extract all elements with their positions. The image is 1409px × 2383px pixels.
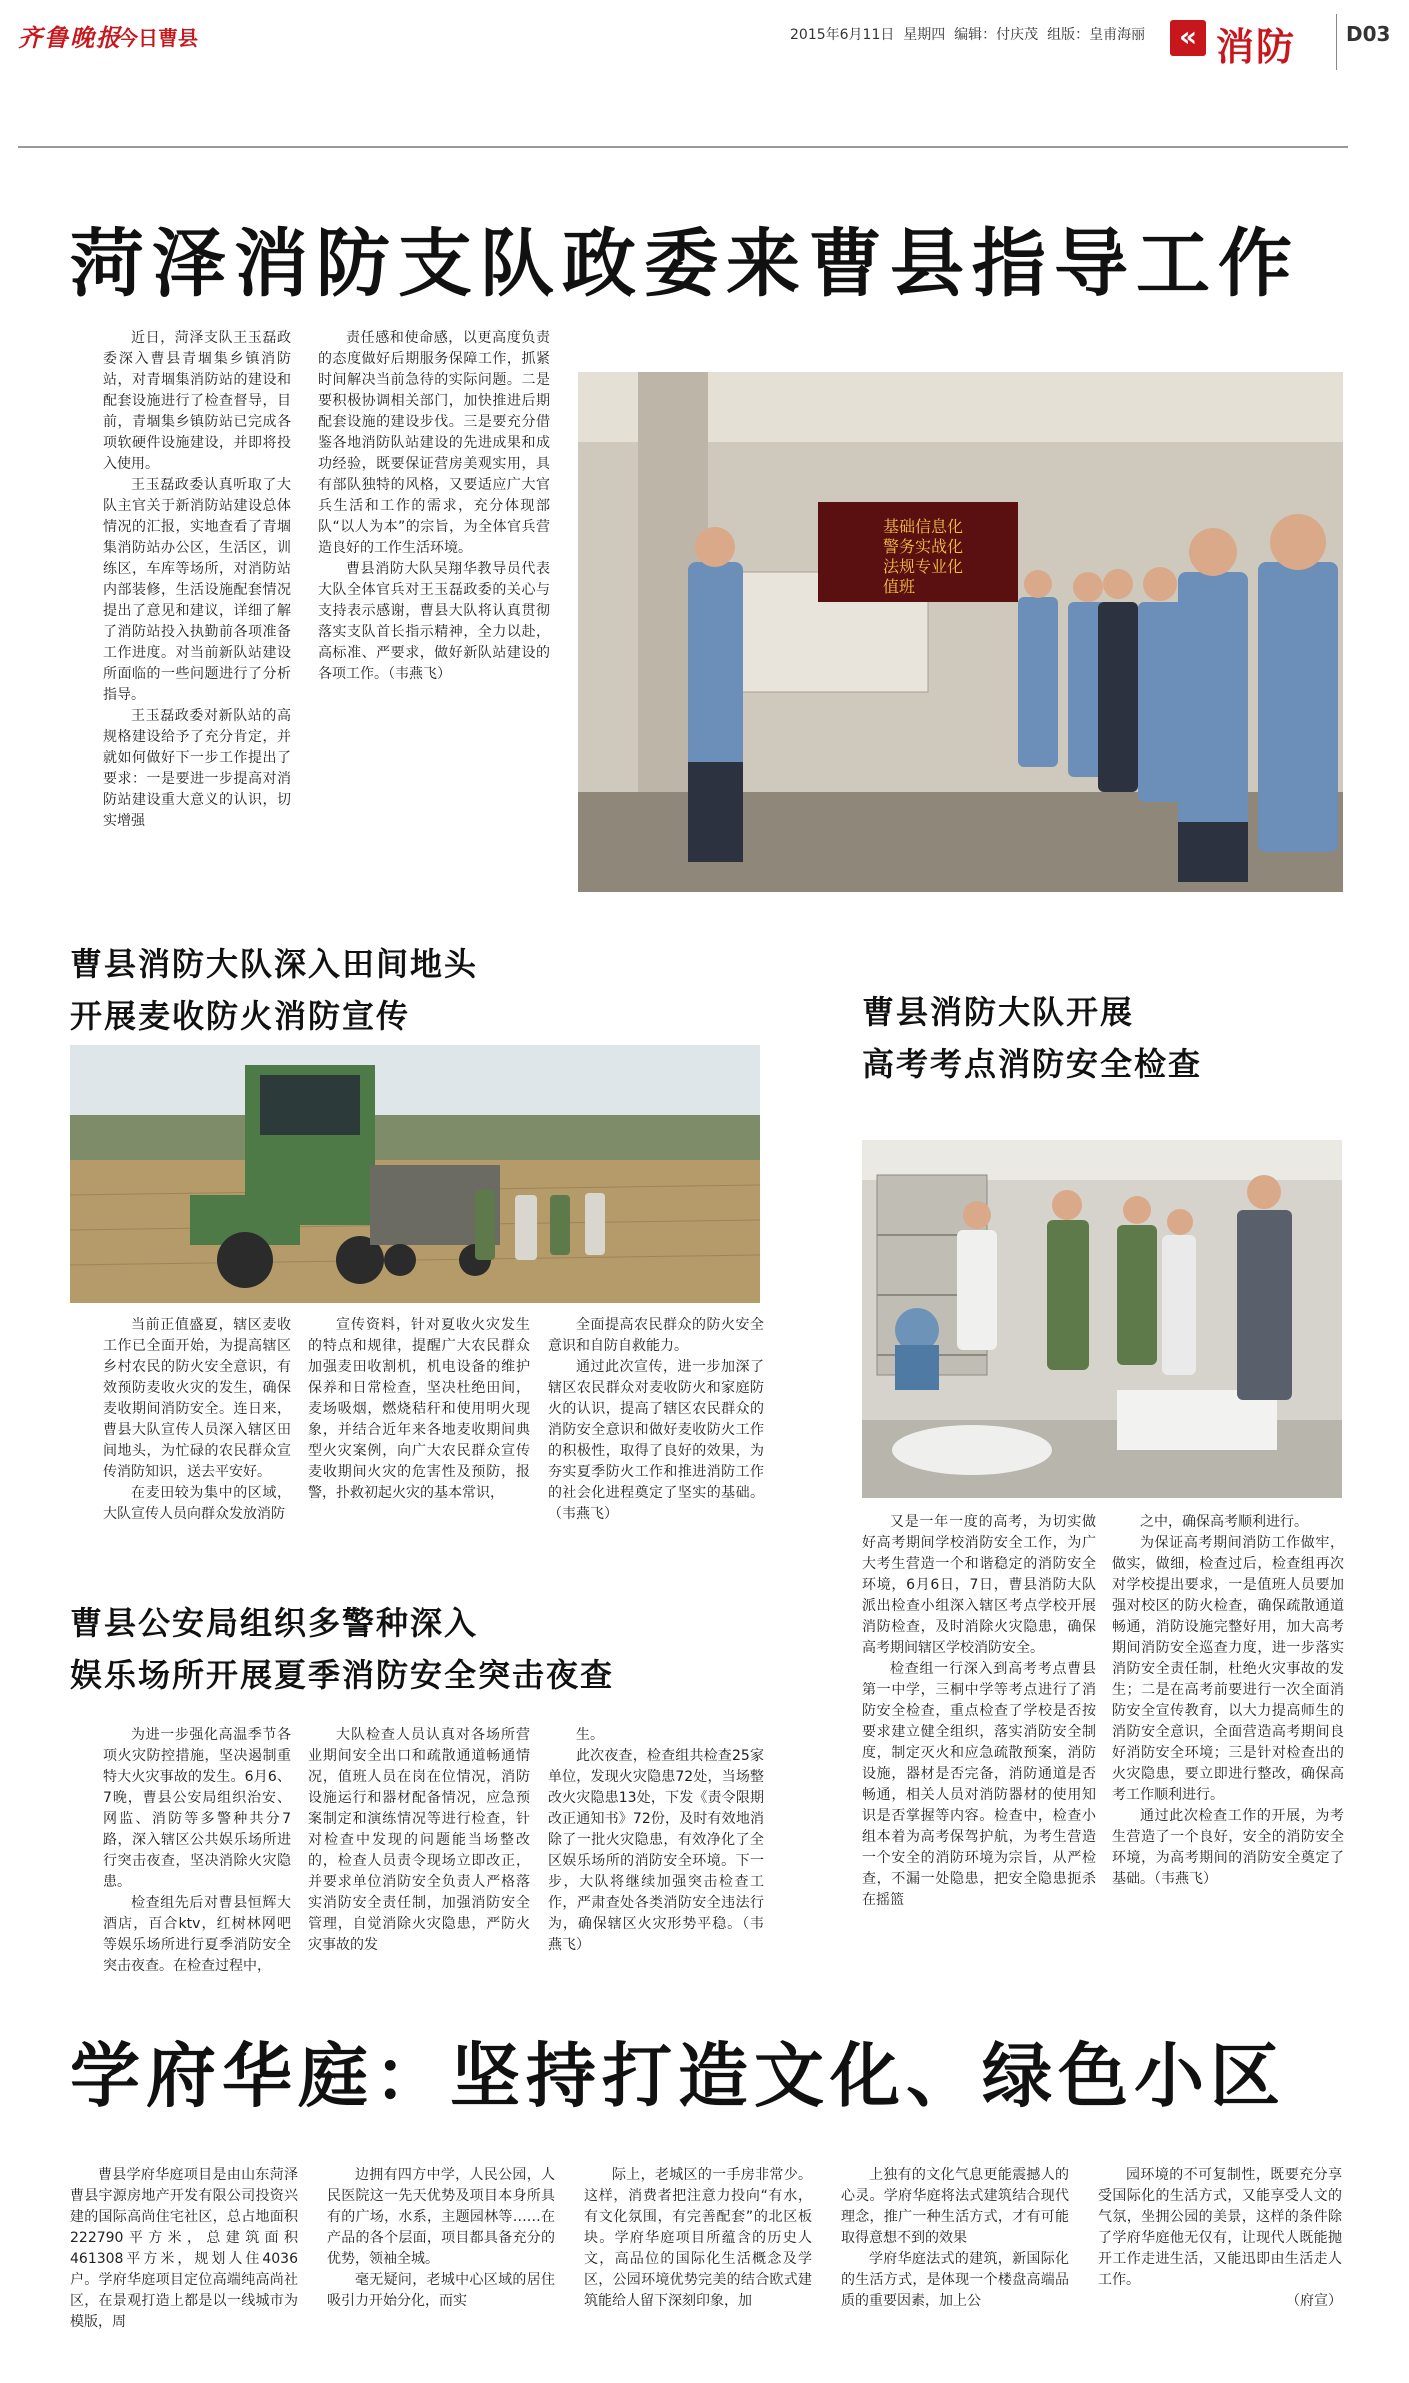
article5-column-1 (70, 2165, 298, 2365)
article2-photo (70, 1045, 760, 1303)
paragraph: 之中，确保高考顺利进行。 (1140, 1514, 1308, 1530)
newspaper-logo: 齐鲁晚报 (18, 23, 122, 52)
double-chevron-icon: « (1170, 20, 1206, 56)
article5-column-2 (327, 2165, 555, 2365)
byline: （府宣） (1286, 2293, 1342, 2309)
article1-title: 菏泽消防支队政委来曹县指导工作 (70, 221, 1300, 307)
paragraph: 际上，老城区的一手房非常少。这样，消费者把注意力投向“有水，有文化氛围，有完善配套”的北区板块。学府华庭项目所蕴含的历史人文，高品位的国际化生活概念及学区，公园环境优势完美的结合欧式建筑能给人留下深刻印象，加 (584, 2167, 812, 2309)
section-name: 今日曹县 (118, 26, 198, 50)
paragraph: 上独有的文化气息更能震撼人的心灵。学府华庭将法式建筑结合现代理念，推广一种生活方式，才有可能取得意想不到的效果 (841, 2167, 1069, 2246)
paragraph: 通过此次检查工作的开展，为考生营造了一个良好，安全的消防安全环境，为高考期间的消防安全奠定了基础。（韦燕飞） (1112, 1808, 1344, 1887)
article4-column-1 (862, 1512, 1096, 1962)
article3-title-line-2: 娱乐场所开展夏季消防安全突击夜查 (70, 1656, 615, 1694)
article2-title-line-2: 开展麦收防火消防宣传 (70, 997, 411, 1035)
paragraph: 大队检查人员认真对各场所营业期间安全出口和疏散通道畅通情况，值班人员在岗在位情况，消防设施运行和器材配备情况，应急预案制定和演练情况等进行检查，针对检查中发现的问题能当场整改的，检查人员责令现场立即改正，并要求单位消防安全负责人严格落实消防安全责任制，加强消防安全管理，自觉消除火灾隐患，严防火灾事故的发 (308, 1727, 530, 1953)
header-rule (18, 146, 1348, 148)
sign-line-2: 警务实战化 (883, 537, 964, 556)
section-tag (1170, 12, 1330, 69)
paragraph: 曹县学府华庭项目是由山东菏泽曹县宇源房地产开发有限公司投资兴建的国际高尚住宅社区，总占地面积222790平方米，总建筑面积461308平方米，规划人住4036户。学府华庭项目定位高端纯高尚社区，在景观打造上都是以一线城市为模版，周 (70, 2167, 298, 2330)
paragraph: 毫无疑问，老城中心区域的居住吸引力开始分化，而实 (327, 2272, 555, 2309)
article4-column-2 (1112, 1512, 1344, 1962)
paragraph: 责任感和使命感，以更高度负责的态度做好后期服务保障工作，抓紧时间解决当前急待的实际问题。二是要积极协调相关部门，加快推进后期配套设施的建设步伐。三是要充分借鉴各地消防队站建设的先进成果和成功经验，既要保证营房美观实用，具有部队独特的风格，又要适应广大官兵生活和工作的需求，充分体现部队“以人为本”的宗旨，为全体官兵营造良好的工作生活环境。 (318, 330, 550, 556)
paragraph: 当前正值盛夏，辖区麦收工作已全面开始，为提高辖区乡村农民的防火安全意识，有效预防麦收火灾的发生，确保麦收期间消防安全。连日来，曹县大队宣传人员深入辖区田间地头，为忙碌的农民群众宣传消防知识，送去平安好。 (103, 1317, 291, 1480)
paragraph: 为进一步强化高温季节各项火灾防控措施，坚决遏制重特大火灾事故的发生。6月6、7晚，曹县公安局组织治安、网监、消防等多警种共分7路，深入辖区公共娱乐场所进行突击夜查，坚决消除火灾隐患。 (103, 1727, 291, 1890)
paragraph: 检查组先后对曹县恒辉大酒店，百合ktv，红树林网吧等娱乐场所进行夏季消防安全突击夜查。在检查过程中， (103, 1895, 291, 1974)
article4-title (862, 986, 1202, 1090)
sign-line-4: 值班 (883, 577, 916, 596)
article4-title-line-1: 曹县消防大队开展 (862, 993, 1135, 1031)
article5-column-4 (841, 2165, 1069, 2365)
paragraph: 为保证高考期间消防工作做牢，做实，做细，检查过后，检查组再次对学校提出要求，一是值班人员要加强对校区的防火检查，确保疏散通道畅通，消防设施完整好用，加大高考期间消防安全巡查力度，进一步落实消防安全责任制，杜绝火灾事故的发生；二是在高考前要进行一次全面消防安全宣传教育，以大力提高师生的消防安全意识，全面营造高考期间良好消防安全环境；三是针对检查出的火灾隐患，要立即进行整改，确保高考工作顺利进行。 (1112, 1535, 1344, 1803)
paragraph: 检查组一行深入到高考考点曹县第一中学，三桐中学等考点进行了消防安全检查，重点检查了学校是否按要求建立健全组织，落实消防安全制度，制定灭火和应急疏散预案，消防设施，器材是否完备，消防通道是否畅通，相关人员对消防器材的使用知识是否掌握等内容。检查中，检查小组本着为高考保驾护航，为考生营造一个安全的消防环境为宗旨，从严检查，不漏一处隐患，把安全隐患扼杀在摇篮 (862, 1661, 1096, 1908)
article4-title-line-2: 高考考点消防安全检查 (862, 1045, 1203, 1083)
paragraph: 曹县消防大队吴翔华教导员代表大队全体官兵对王玉磊政委的关心与支持表示感谢，曹县大队将认真贯彻落实支队首长指示精神，全力以赴，高标准、严要求，做好新队站建设的各项工作。（韦燕飞） (318, 561, 550, 682)
article4-photo (862, 1140, 1342, 1498)
paragraph: 在麦田较为集中的区域，大队宣传人员向群众发放消防 (103, 1485, 291, 1522)
article1-photo (578, 372, 1343, 892)
issue-date: 2015年6月11日 (790, 27, 895, 43)
paragraph: 全面提高农民群众的防火安全意识和自防自救能力。 (548, 1317, 764, 1354)
article3-title (70, 1597, 614, 1701)
article5-column-3 (584, 2165, 812, 2365)
sign-line-1: 基础信息化 (883, 517, 964, 536)
header-divider (1336, 14, 1337, 70)
article1-column-1 (103, 328, 291, 848)
paragraph: 又是一年一度的高考，为切实做好高考期间学校消防安全工作，为广大考生营造一个和谐稳定的消防安全环境，6月6日，7日，曹县消防大队派出检查小组深入辖区考点学校开展消防检查，及时消除火灾隐患，确保高考期间辖区学校消防安全。 (862, 1514, 1096, 1656)
article2-column-2 (308, 1315, 530, 1585)
paragraph: 通过此次宣传，进一步加深了辖区农民群众对麦收防火和家庭防火的认识，提高了辖区农民群众的消防安全意识和做好麦收防火工作的积极性，取得了良好的效果，为夯实夏季防火工作和推进消防工作的社会化进程奠定了坚实的基础。（韦燕飞） (548, 1359, 764, 1522)
paragraph: 近日，菏泽支队王玉磊政委深入曹县青堌集乡镇消防站，对青堌集消防站的建设和配套设施进行了检查督导，目前，青堌集乡镇防站已完成各项软硬件设施建设，并即将投入使用。 (103, 330, 291, 472)
page-number: D03 (1346, 22, 1391, 46)
editor: 编辑：付庆茂 (954, 27, 1039, 43)
article3-column-1 (103, 1725, 291, 1995)
paragraph: 宣传资料，针对夏收火灾发生的特点和规律，提醒广大农民群众加强麦田收割机，机电设备的维护保养和日常检查，坚决杜绝田间，麦场吸烟，燃烧秸秆和使用明火现象，并结合近年来各地麦收期间典型火灾案例，向广大农民群众宣传麦收期间火灾的危害性及预防，报警，扑救初起火灾的基本常识， (308, 1317, 530, 1501)
paragraph: 园环境的不可复制性，既要充分享受国际化的生活方式，又能享受人文的气氛，坐拥公园的美景，这样的条件除了学府华庭他无仅有，让现代人既能抛开工作走进生活，又能迅即由生活走人工作。 (1098, 2167, 1342, 2288)
paragraph: 王玉磊政委认真听取了大队主官关于新消防站建设总体情况的汇报，实地查看了青堌集消防站办公区，生活区，训练区，车库等场所，对消防站内部装修，生活设施配套情况提出了意见和建议，详细了解了消防站投入执勤前各项准备工作进度。对当前新队站建设所面临的一些问题进行了分析指导。 (103, 477, 291, 703)
article5-title: 学府华庭：坚持打造文化、绿色小区 (70, 2035, 1286, 2117)
article3-title-line-1: 曹县公安局组织多警种深入 (70, 1604, 479, 1642)
paragraph: 此次夜查，检查组共检查25家单位，发现火灾隐患72处，当场整改火灾隐患13处，下发《责令限期改正通知书》72份，及时有效地消除了一批火灾隐患，有效净化了全区娱乐场所的消防安全环境。下一步，大队将继续加强突击检查工作，严肃查处各类消防安全违法行为，确保辖区火灾形势平稳。（韦燕飞） (548, 1748, 764, 1953)
issue-info (790, 24, 1145, 44)
paragraph: 学府华庭法式的建筑，新国际化的生活方式，是体现一个楼盘高端品质的重要因素，加上公 (841, 2251, 1069, 2309)
paragraph: 边拥有四方中学，人民公园，人民医院这一先天优势及项目本身所具有的广场，水系，主题园林等……在产品的各个层面，项目都具备充分的优势，领袖全城。 (327, 2167, 555, 2267)
article3-column-3 (548, 1725, 764, 1995)
paragraph: 生。 (576, 1727, 604, 1743)
sign-line-3: 法规专业化 (883, 557, 964, 576)
paragraph: 王玉磊政委对新队站的高规格建设给予了充分肯定，并就如何做好下一步工作提出了要求：一是要进一步提高对消防站建设重大意义的认识，切实增强 (103, 708, 291, 829)
issue-weekday: 星期四 (903, 27, 946, 43)
article5-column-5 (1098, 2165, 1342, 2365)
article2-column-3 (548, 1315, 764, 1585)
section-tag-label: 消防 (1216, 25, 1297, 69)
article2-title-line-1: 曹县消防大队深入田间地头 (70, 945, 479, 983)
article2-title (70, 938, 478, 1042)
article1-column-2 (318, 328, 550, 828)
article2-column-1 (103, 1315, 291, 1585)
layout-editor: 组版：皇甫海丽 (1047, 27, 1146, 43)
article3-column-2 (308, 1725, 530, 1995)
